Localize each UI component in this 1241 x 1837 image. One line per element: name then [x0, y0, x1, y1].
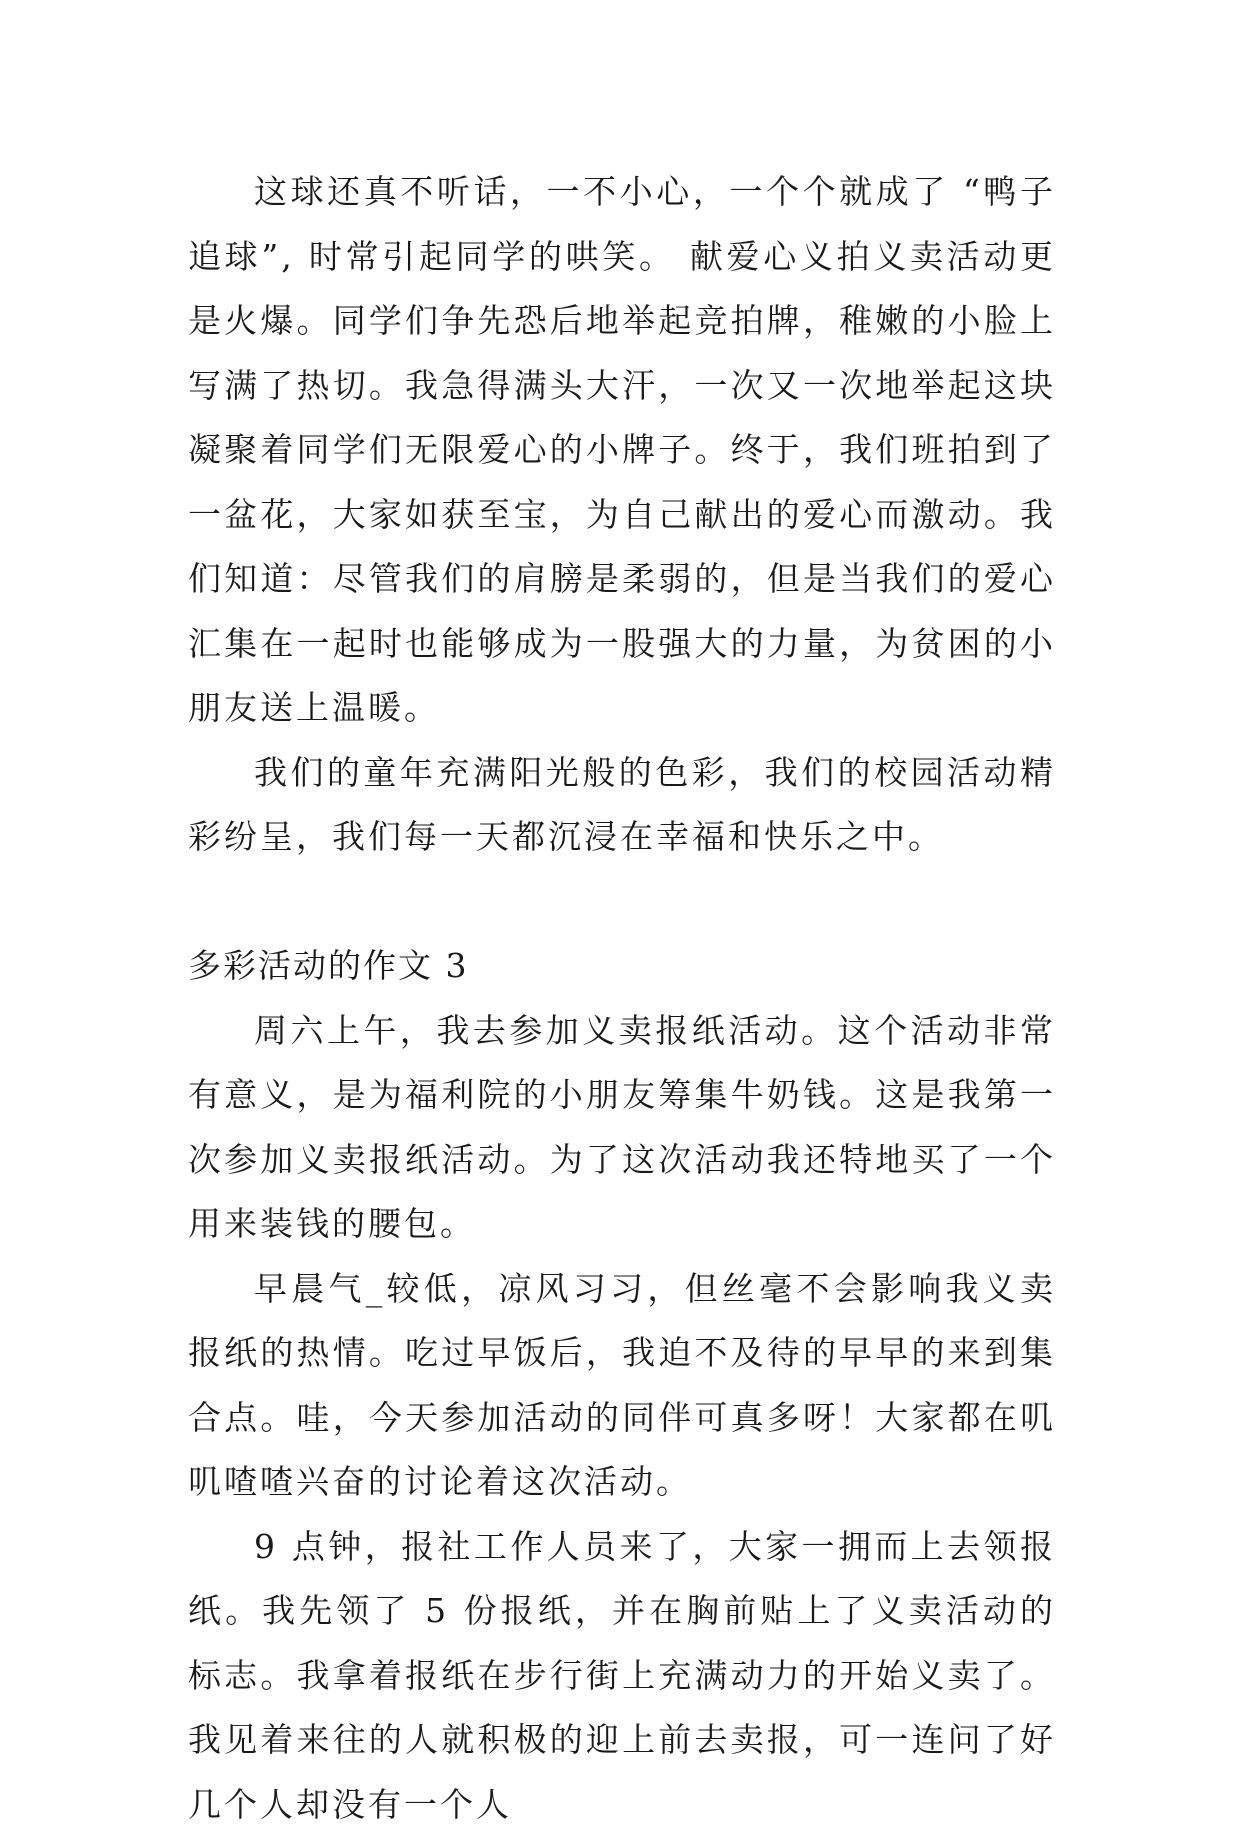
paragraph: 这球还真不听话，一不小心，一个个就成了 “鸭子追球”, 时常引起同学的哄笑。 献爱心义拍义卖活动更是火爆。同学们争先恐后地举起竞拍牌，稚嫩的小脸上写满了热切。我急得满头大汗，一次又一次地举起这块凝聚着同学们无限爱心的小牌子。终于，我们班拍到了一盆花，大家如获至宝，为自己献出的爱心而激动。我们知道：尽管我们的肩膀是柔弱的，但是当我们的爱心汇集在一起时也能够成为一股强大的力量，为贫困的小朋友送上温暖。 [188, 160, 1056, 741]
paragraph: 周六上午，我去参加义卖报纸活动。这个活动非常有意义，是为福利院的小朋友筹集牛奶钱。这是我第一次参加义卖报纸活动。为了这次活动我还特地买了一个用来装钱的腰包。 [188, 999, 1056, 1257]
paragraph: 早晨气_较低，凉风习习，但丝毫不会影响我义卖报纸的热情。吃过早饭后，我迫不及待的早早的来到集合点。哇，今天参加活动的同伴可真多呀！大家都在叽叽喳喳兴奋的讨论着这次活动。 [188, 1257, 1056, 1515]
blank-line [188, 870, 1056, 935]
paragraph: 我们的童年充满阳光般的色彩，我们的校园活动精彩纷呈，我们每一天都沉浸在幸福和快乐之中。 [188, 741, 1056, 870]
document-body [188, 160, 1056, 1837]
section-heading: 多彩活动的作文 3 [188, 934, 1056, 999]
paragraph: 9 点钟，报社工作人员来了，大家一拥而上去领报纸。我先领了 5 份报纸，并在胸前贴上了义卖活动的标志。我拿着报纸在步行街上充满动力的开始义卖了。我见着来往的人就积极的迎上前去卖报，可一连问了好几个人却没有一个人 [188, 1515, 1056, 1837]
